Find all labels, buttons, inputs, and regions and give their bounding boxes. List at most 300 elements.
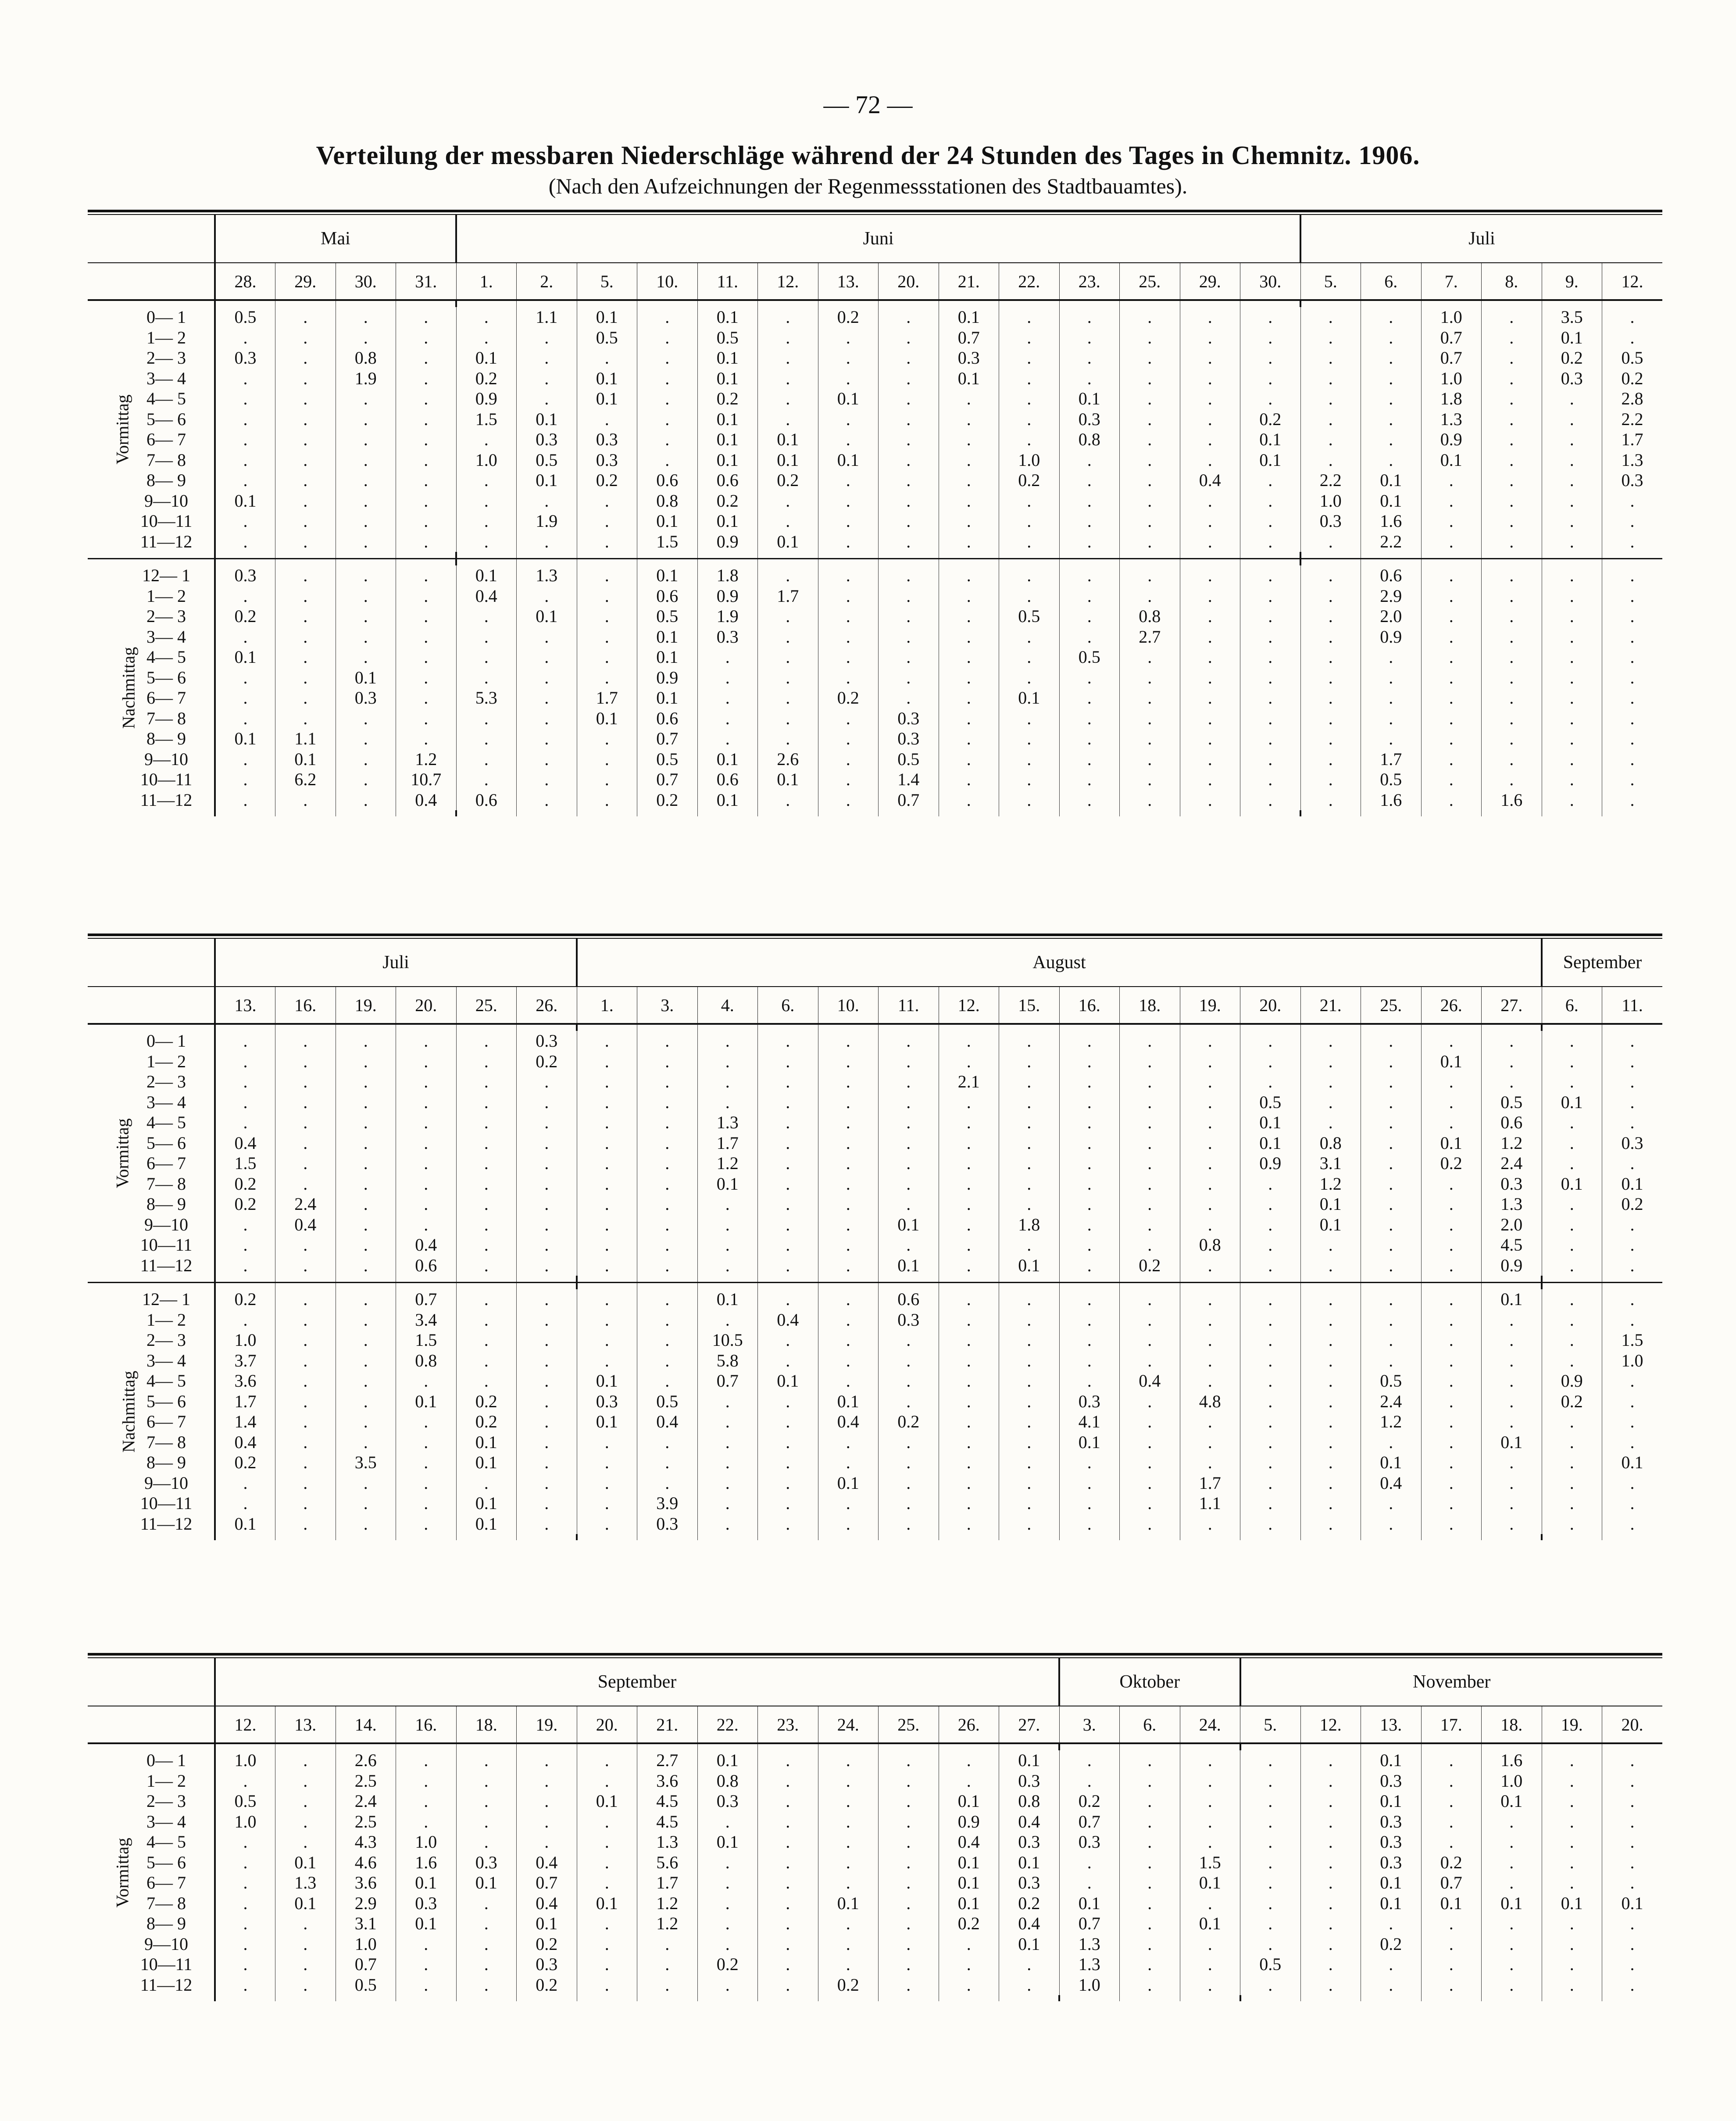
hour-label: 9—10 [118,491,215,511]
table-cell: . [818,647,879,668]
table-cell: . [1180,1174,1240,1195]
table-cell: . [999,1133,1060,1154]
table-row [88,1391,1662,1412]
table-cell: . [243,409,248,429]
table-row [88,532,1662,552]
table-cell: . [243,1092,248,1112]
table-cell: . [818,368,879,389]
table-cell: . [1421,1235,1482,1255]
table-cell: 0.7 [1059,1914,1120,1934]
table-cell: . [1300,1330,1361,1351]
table-cell: 0.1 [456,1452,517,1473]
table-cell: . [939,1391,999,1412]
table-cell: . [275,606,336,627]
table-cell: . [1602,668,1663,688]
hour-label: 9—10 [118,1934,215,1955]
table-cell: . [1300,368,1361,389]
table-cell: 0.1 [637,647,698,668]
table-cell: . [939,511,999,532]
table-cell: 0.5 [1602,348,1663,368]
table-cell: . [1120,532,1180,552]
table-cell: 1.2 [637,1914,698,1934]
table-cell: . [1120,1391,1180,1412]
table-cell: . [637,328,698,348]
table-row [88,1174,1662,1195]
table-cell: . [879,606,939,627]
table-cell: . [1240,1771,1301,1792]
table-cell: . [637,1330,698,1351]
table-cell: . [1180,1310,1240,1331]
table-cell: . [1421,708,1482,729]
table-cell: . [577,1215,637,1235]
table-cell: 0.1 [1482,1289,1542,1310]
table-cell: . [697,1310,758,1331]
table-cell: . [336,1473,396,1494]
table-cell: 0.2 [456,368,517,389]
table-cell: 0.3 [999,1771,1060,1792]
table-cell: . [1300,1812,1361,1832]
table-cell: . [1240,307,1301,328]
hour-label: 6— 7 [118,1873,215,1893]
table-cell: . [637,1432,698,1453]
table-cell: . [939,1255,999,1276]
table-row [88,1750,1662,1771]
table-cell: . [939,1771,999,1792]
table-cell: . [1602,1031,1663,1052]
table-cell: . [818,769,879,790]
table-cell: . [758,1133,818,1154]
table-cell: . [1361,1351,1422,1371]
table-cell: . [1421,565,1482,586]
table-cell: . [577,565,637,586]
table-cell: . [758,1975,818,1996]
table-cell: . [517,532,577,552]
table-cell: . [1482,586,1542,607]
table-cell: . [1542,606,1602,627]
table-cell: . [243,1235,248,1255]
table-cell: . [456,1351,517,1371]
hour-label: 1— 2 [118,1771,215,1792]
day-header: 23. [758,1706,818,1743]
page-subtitle: (Nach den Aufzeichnungen der Regenmessstationen des Stadtbauamtes). [548,174,1188,198]
table-cell: 0.1 [1482,1893,1542,1914]
month-header: August [577,939,1542,987]
table-cell: . [456,647,517,668]
table-cell: . [999,1153,1060,1174]
table-cell: 0.1 [577,1791,637,1812]
table-cell: . [336,606,396,627]
table-cell: . [758,1153,818,1174]
table-cell: . [275,450,336,471]
table-cell: . [1059,1330,1120,1351]
table-cell: 0.7 [396,1289,457,1310]
table-cell: 0.8 [1120,606,1180,627]
table-cell: . [1240,389,1301,409]
table-cell: 2.1 [939,1072,999,1092]
table-cell: . [1240,1914,1301,1934]
table-cell: . [939,389,999,409]
table-cell: . [275,1289,336,1310]
table-cell: . [456,749,517,770]
table-cell: . [1059,470,1120,491]
table-cell: . [879,1771,939,1792]
table-cell: . [939,668,999,688]
table-cell: . [577,1832,637,1853]
table-cell: 1.5 [396,1330,457,1351]
table-cell: . [517,586,577,607]
table-cell: . [1482,1914,1542,1934]
table-cell: 0.4 [1361,1473,1422,1494]
table-cell: . [818,470,879,491]
table-cell: 0.5 [697,328,758,348]
table-cell: . [818,1112,879,1133]
table-cell: 0.5 [517,450,577,471]
hour-label: 2— 3 [118,606,215,627]
table-cell: . [879,1072,939,1092]
day-header: 3. [1059,1706,1120,1743]
hour-label: 6— 7 [118,429,215,450]
table-row [88,565,1662,586]
table-cell: . [1542,1133,1602,1154]
table-cell: 0.1 [1300,1194,1361,1215]
table-cell: . [456,1235,517,1255]
table-cell: . [697,1473,758,1494]
table-cell: . [1421,1771,1482,1792]
table-cell: . [1421,470,1482,491]
table-cell: . [1421,491,1482,511]
table-cell: . [1300,429,1361,450]
table-cell: . [637,1473,698,1494]
table-cell: . [1602,1812,1663,1832]
table-cell: . [1120,1174,1180,1195]
table-cell: 0.2 [1602,1194,1663,1215]
hour-label: 10—11 [118,1493,215,1514]
table-cell: . [999,1493,1060,1514]
table-cell: . [336,1351,396,1371]
table-cell: . [396,627,457,647]
table-cell: . [999,1052,1060,1072]
table-cell: . [1602,1914,1663,1934]
table-cell: . [1300,307,1361,328]
table-cell: . [1240,1194,1301,1215]
table-cell: . [1542,1914,1602,1934]
table-cell: . [577,1092,637,1113]
table-cell: . [456,1812,517,1832]
table-cell: . [1059,688,1120,708]
table-cell: . [879,511,939,532]
table-cell: . [1240,1310,1301,1331]
table-cell: 0.6 [396,1255,457,1276]
hour-label: 4— 5 [118,1832,215,1853]
table-cell: . [456,1371,517,1391]
table-cell: 1.9 [517,511,577,532]
table-cell: . [999,749,1060,770]
table-cell: . [1180,729,1240,749]
hour-label: 0— 1 [118,1750,215,1771]
table-cell: . [517,1371,577,1391]
table-cell: . [999,1975,1060,1996]
table-cell: . [879,450,939,471]
table-cell: . [275,348,336,368]
table-cell: . [758,1255,818,1276]
table-cell: . [879,389,939,409]
table-cell: . [697,1914,758,1934]
table-cell: . [1120,1330,1180,1351]
table-cell: . [396,1812,457,1832]
table-cell: . [758,1473,818,1494]
table-row [88,328,1662,348]
table-cell: . [1482,368,1542,389]
table-row [88,511,1662,532]
table-cell: . [456,1072,517,1092]
table-cell: . [637,1174,698,1195]
table-cell: . [879,1330,939,1351]
table-cell: . [1180,790,1240,811]
table-cell: . [1300,1031,1361,1052]
table-cell: . [1240,1473,1301,1494]
table-cell: . [1482,647,1542,668]
table-cell: . [1180,688,1240,708]
table-cell: . [275,429,336,450]
table-cell: 0.3 [697,627,758,647]
table-cell: . [818,1215,879,1235]
table-cell: . [1059,627,1120,647]
table-row [88,1412,1662,1432]
table-cell: 0.1 [456,1493,517,1514]
table-cell: . [637,1255,698,1276]
table-cell: . [1482,708,1542,729]
table-cell: . [758,688,818,708]
table-cell: . [1180,1330,1240,1351]
table-cell: . [1120,1153,1180,1174]
table-cell: . [939,1330,999,1351]
table-cell: . [999,1954,1060,1975]
table-cell: . [999,1092,1060,1113]
table-cell: 0.1 [1421,1052,1482,1072]
table-cell: . [1120,790,1180,811]
table-cell: 0.2 [818,1975,879,1996]
table-cell: 0.2 [999,1893,1060,1914]
table-cell: . [637,409,698,430]
table-cell: . [818,1432,879,1453]
table-cell: . [1240,1975,1301,1996]
table-cell: . [336,1052,396,1072]
table-cell: 0.4 [234,1432,257,1452]
table-cell: . [336,1255,396,1276]
table-cell: . [396,409,457,430]
double-rule [88,934,1662,936]
table-cell: 0.4 [396,790,457,811]
morning-label [88,307,132,552]
table-cell: . [939,1052,999,1072]
day-header: 6. [1361,263,1422,300]
table-cell: . [1482,1832,1542,1853]
table-cell: . [577,1432,637,1453]
table-cell: 1.6 [1361,511,1422,532]
table-cell: . [1059,1194,1120,1215]
table-cell: . [1180,1031,1240,1052]
table-cell: . [1180,409,1240,430]
table-cell: . [1602,1975,1663,1996]
table-cell: 0.1 [818,1391,879,1412]
table-cell: . [999,1031,1060,1052]
table-cell: . [275,1514,336,1534]
table-cell: 0.1 [577,307,637,328]
table-cell: . [396,1473,457,1494]
table-cell: . [275,1914,336,1934]
table-row [88,1330,1662,1351]
table-cell: 0.1 [517,1914,577,1934]
table-cell: . [879,1791,939,1812]
table-cell: . [1120,1812,1180,1832]
table-cell: 2.2 [1361,532,1422,552]
day-header: 12. [1300,1706,1361,1743]
table-cell: . [1059,511,1120,532]
table-cell: . [396,606,457,627]
day-header: 9. [1542,263,1602,300]
table-cell: . [1300,1371,1361,1391]
table-cell: . [456,1052,517,1072]
table-cell: . [1300,1914,1361,1934]
table-cell: 0.1 [577,368,637,389]
table-row [88,1310,1662,1331]
table-cell: . [1300,1893,1361,1914]
table-cell: . [1120,1771,1180,1792]
day-header: 30. [1240,263,1301,300]
table-cell: . [999,1473,1060,1494]
table-cell: 0.2 [637,790,698,811]
table-cell: . [1240,688,1301,708]
table-cell: . [1482,688,1542,708]
table-cell: . [939,1194,999,1215]
table-cell: 0.4 [517,1853,577,1873]
table-cell: 1.2 [1482,1133,1542,1154]
table-cell: . [818,1954,879,1975]
table-cell: . [517,1174,577,1195]
table-row [88,1975,1662,1996]
table-cell: . [577,668,637,688]
table-cell: . [697,1235,758,1255]
table-cell: 0.3 [1602,1133,1663,1154]
table-cell: . [758,1832,818,1853]
table-row [88,1072,1662,1092]
table-cell: . [577,1072,637,1092]
table-cell: . [1602,708,1663,729]
day-header: 19. [336,987,396,1024]
table-cell: . [1240,491,1301,511]
day-header: 13. [1361,1706,1422,1743]
table-cell: 0.3 [336,688,396,708]
table-cell: . [396,511,457,532]
table-cell: . [243,667,248,687]
table-cell: . [336,532,396,552]
table-cell: . [1602,1493,1663,1514]
double-rule [88,210,1662,212]
table-cell: . [336,1514,396,1534]
hour-label: 10—11 [118,1954,215,1975]
table-cell: . [1421,1432,1482,1453]
table-row [88,1452,1662,1473]
table-cell: . [1602,328,1663,348]
table-cell: . [243,1214,248,1234]
table-cell: . [336,328,396,348]
day-header: 25. [1120,263,1180,300]
table-cell: . [517,1391,577,1412]
table-cell: . [1180,1112,1240,1133]
table-cell: . [1421,606,1482,627]
table-cell: . [275,409,336,430]
table-cell: . [637,450,698,471]
table-cell: . [1421,790,1482,811]
table-cell: . [1361,1914,1422,1934]
table-cell: 0.2 [234,1289,257,1309]
table-cell: 0.1 [637,688,698,708]
table-cell: 1.9 [697,606,758,627]
table-cell: . [1421,1112,1482,1133]
table-cell: . [275,1255,336,1276]
table-cell: . [758,1493,818,1514]
table-cell: . [999,1235,1060,1255]
table-cell: . [517,1812,577,1832]
double-rule [88,1653,1662,1656]
day-header: 22. [697,1706,758,1743]
table-cell: . [1602,1873,1663,1893]
table-cell: . [456,708,517,729]
table-cell: 2.0 [1361,606,1422,627]
table-cell: . [517,688,577,708]
table-cell: . [577,511,637,532]
table-cell: . [1602,1750,1663,1771]
table-cell: 4.5 [637,1812,698,1832]
table-cell: . [879,1391,939,1412]
table-cell: . [275,1750,336,1771]
table-cell: . [1059,307,1120,328]
table-cell: . [758,1031,818,1052]
table-cell: . [1482,1072,1542,1092]
hour-label: 5— 6 [118,409,215,430]
table-cell: 0.1 [879,1255,939,1276]
table-cell: 0.3 [939,348,999,368]
table-cell: . [517,1514,577,1534]
table-cell: 0.9 [1482,1255,1542,1276]
month-header: Juli [215,939,577,987]
table-cell: . [1421,1330,1482,1351]
day-header: 12. [215,1706,275,1743]
table-cell: . [336,1031,396,1052]
table-cell: . [1120,647,1180,668]
table-cell: . [275,1112,336,1133]
table-cell: 0.1 [1542,1092,1602,1113]
table-cell: . [879,1432,939,1453]
table-cell: . [577,606,637,627]
table-cell: . [1421,586,1482,607]
table-cell: 1.3 [1059,1954,1120,1975]
table-cell: . [1361,450,1422,471]
table-cell: . [999,328,1060,348]
table-cell: . [1421,1452,1482,1473]
table-cell: 4.1 [1059,1412,1120,1432]
table-cell: . [758,307,818,328]
table-row [88,348,1662,368]
table-cell: . [336,1391,396,1412]
table-cell: . [1059,1112,1120,1133]
table-cell: . [517,749,577,770]
table-cell: . [243,327,248,347]
table-cell: . [637,1031,698,1052]
table-cell: . [1300,1493,1361,1514]
table-cell: . [243,1934,248,1954]
table-cell: . [1421,1954,1482,1975]
